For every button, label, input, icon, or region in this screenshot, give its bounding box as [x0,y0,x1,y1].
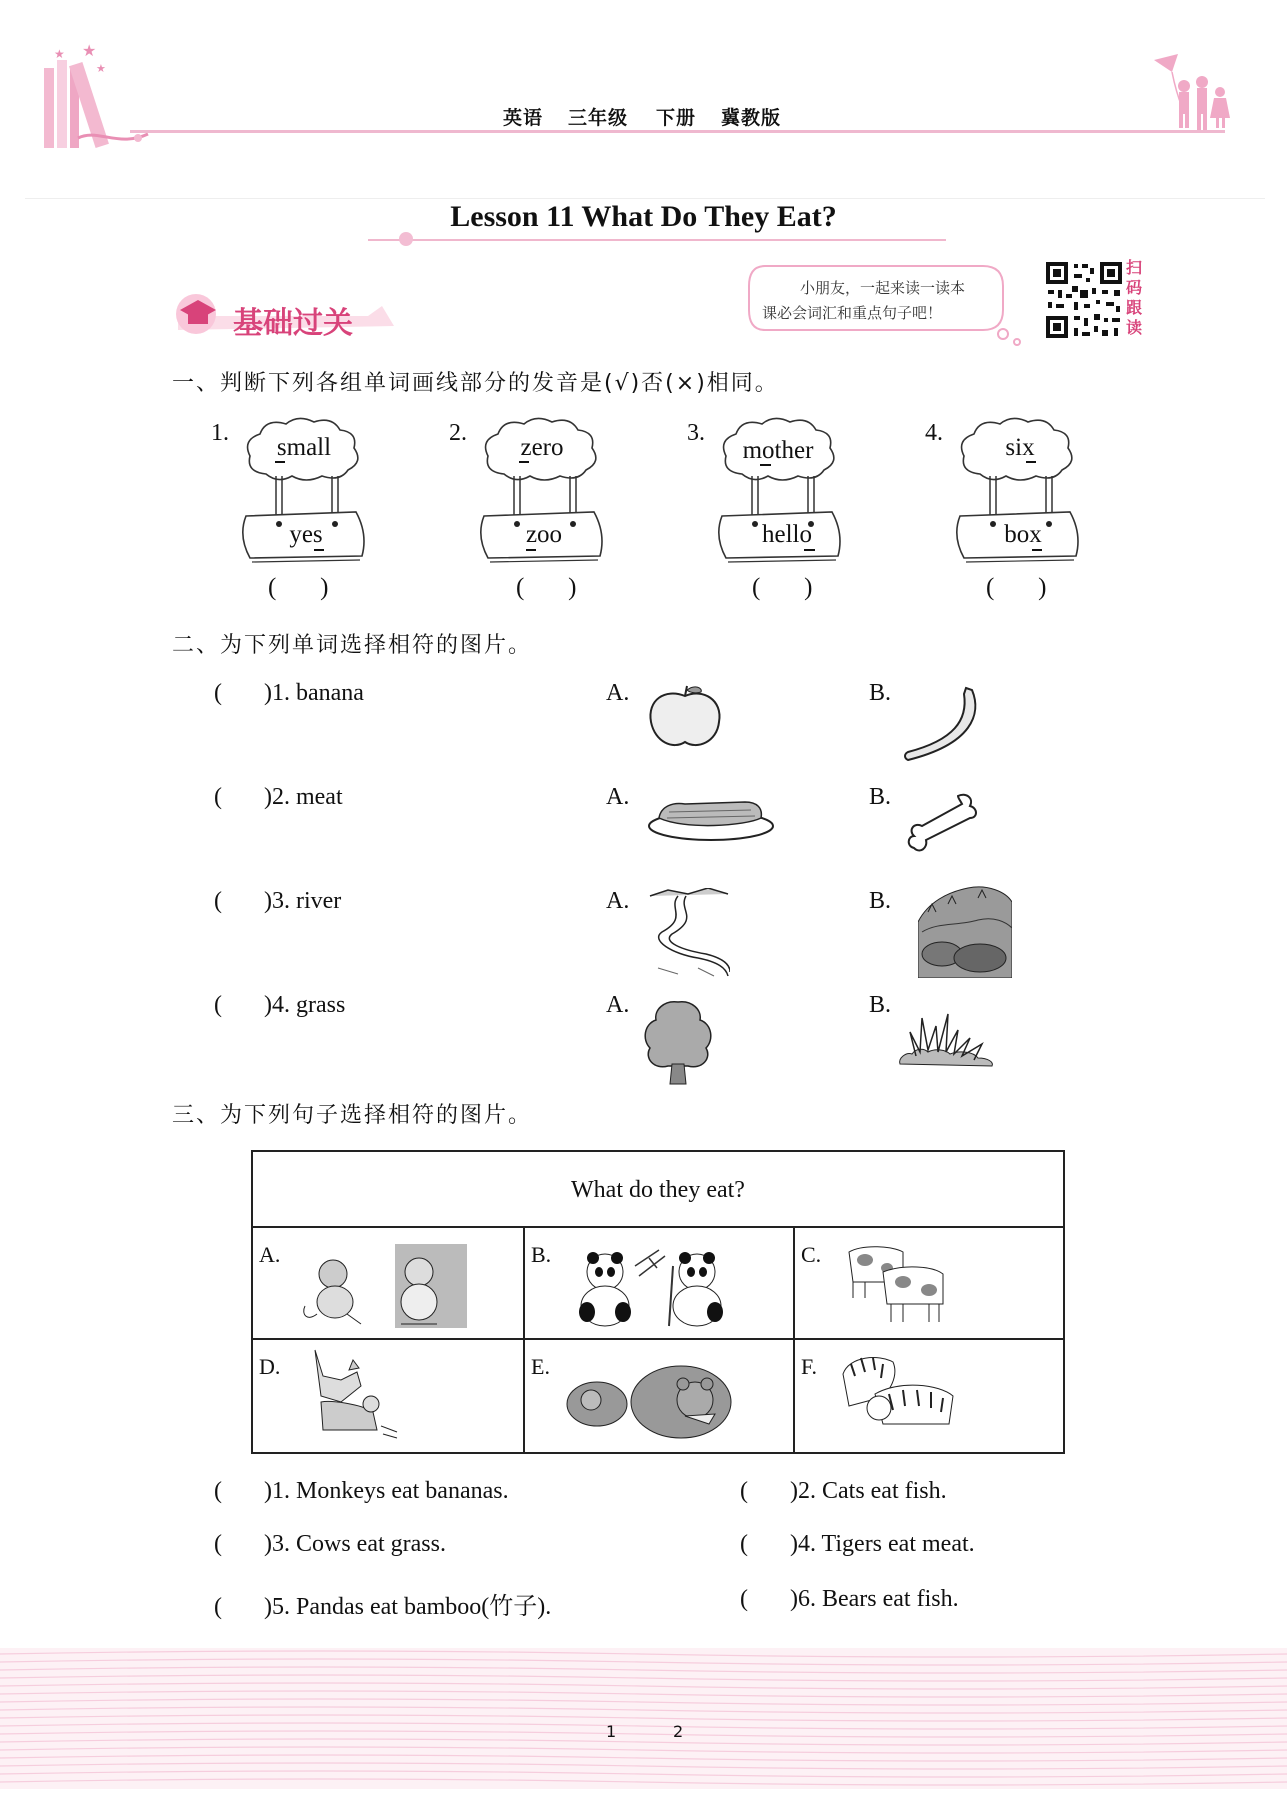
svg-text:★: ★ [54,47,65,61]
scan-label: 扫 码 跟 读 [1126,258,1143,337]
p1-top-word-3: mother [742,437,814,464]
p3-answer-1[interactable]: ( )1. Monkeys eat bananas. [214,1478,509,1504]
p1-answer-1[interactable]: ( ) [268,574,329,601]
monkeys-icon [297,1244,467,1330]
header-grade: 三年级 [568,108,629,129]
header-divider [25,198,1265,199]
p1-answer-4[interactable]: ( ) [986,574,1047,601]
grass-icon[interactable] [896,1008,996,1068]
header-volume: 下册 [656,108,697,129]
p1-top-word-4: six [1005,434,1035,461]
banana-icon[interactable] [902,684,986,764]
books-logo-icon [38,38,158,153]
p1-bottom-word-3: hello [762,521,812,548]
p2-opt-2a: A. [606,784,630,810]
p2-opt-4b: B. [869,992,892,1018]
pandas-icon [569,1246,739,1332]
p1-num-1: 1. [211,420,229,446]
p1-num-4: 4. [925,420,943,446]
header-subject: 英语 [503,108,544,129]
p1-bottom-word-1: yes [289,521,323,548]
meat-plate-icon[interactable] [645,796,777,844]
p3-answer-3[interactable]: ( )3. Cows eat grass. [214,1531,446,1557]
p2-item-3[interactable]: ( )3. river [214,888,342,914]
cell-a[interactable]: A. [253,1228,524,1341]
children-kite-icon [1150,52,1240,132]
page-number-left: 1 [606,1722,617,1741]
part1-heading: 一、判断下列各组单词画线部分的发音是(√)否(×)相同。 [172,371,779,396]
p1-top-underline-3 [760,464,771,466]
cell-d[interactable]: D. [253,1340,524,1453]
title-dot [399,232,413,246]
p3-answer-4[interactable]: ( )4. Tigers eat meat. [740,1531,975,1557]
animals-table [251,1150,1065,1454]
p2-opt-2b: B. [869,784,892,810]
p2-opt-3b: B. [869,888,892,914]
p1-top-underline-4 [1026,461,1036,463]
bubble-line-1: 小朋友，一起来读一读本 [800,279,966,297]
table-title: What do they eat? [253,1152,1063,1228]
apple-icon[interactable] [645,684,725,750]
p2-opt-1b: B. [869,680,892,706]
cell-c[interactable]: C. [795,1228,1066,1341]
p1-answer-3[interactable]: ( ) [752,574,813,601]
cows-icon [843,1242,953,1328]
p1-top-word-2: zero [520,434,564,461]
p2-item-1[interactable]: ( )1. banana [214,680,364,706]
cell-e[interactable]: E. [525,1340,796,1453]
p1-top-underline-2 [519,461,529,463]
part2-heading: 二、为下列单词选择相符的图片。 [172,633,533,658]
p2-opt-4a: A. [606,992,630,1018]
svg-text:★: ★ [96,63,106,75]
p3-answer-5[interactable]: ( )5. Pandas eat bamboo(竹子). [214,1594,552,1620]
p1-num-2: 2. [449,420,467,446]
cats-icon [301,1346,401,1442]
bears-icon [565,1360,735,1440]
p1-top-underline-1 [275,461,285,463]
svg-text:★: ★ [82,43,97,60]
header-edition: 冀教版 [721,108,782,129]
p1-top-word-1: small [276,434,332,461]
section-badge-text: 基础过关 [233,306,353,341]
forest-icon[interactable] [918,882,1012,978]
p1-bottom-underline-4 [1032,549,1042,551]
p1-bottom-underline-1 [314,549,324,551]
cell-f[interactable]: F. [795,1340,1066,1453]
footer-band [0,1648,1287,1789]
p1-answer-2[interactable]: ( ) [516,574,577,601]
tigers-icon [839,1350,959,1436]
p1-bottom-word-2: zoo [525,521,563,548]
p2-item-2[interactable]: ( )2. meat [214,784,343,810]
tree-icon[interactable] [640,998,716,1086]
p2-item-4[interactable]: ( )4. grass [214,992,346,1018]
p2-opt-3a: A. [606,888,630,914]
header-rule [130,130,1225,133]
title-rule [368,239,946,241]
p1-bottom-word-4: box [1004,521,1042,548]
part3-heading: 三、为下列句子选择相符的图片。 [172,1103,533,1128]
p3-answer-2[interactable]: ( )2. Cats eat fish. [740,1478,947,1504]
cell-b[interactable]: B. [525,1228,796,1341]
bubble-line-2: 课必会词汇和重点句子吧！ [762,304,943,322]
p1-num-3: 3. [687,420,705,446]
p1-bottom-underline-3 [804,549,815,551]
lesson-title: Lesson 11 What Do They Eat? [450,200,837,233]
footer-stripes [0,1648,1287,1789]
p2-opt-1a: A. [606,680,630,706]
p1-bottom-underline-2 [526,549,536,551]
bone-icon[interactable] [904,790,980,856]
qr-code[interactable] [1044,260,1124,340]
page-number-right: 2 [673,1722,684,1741]
river-icon[interactable] [648,888,730,978]
p3-answer-6[interactable]: ( )6. Bears eat fish. [740,1586,959,1612]
